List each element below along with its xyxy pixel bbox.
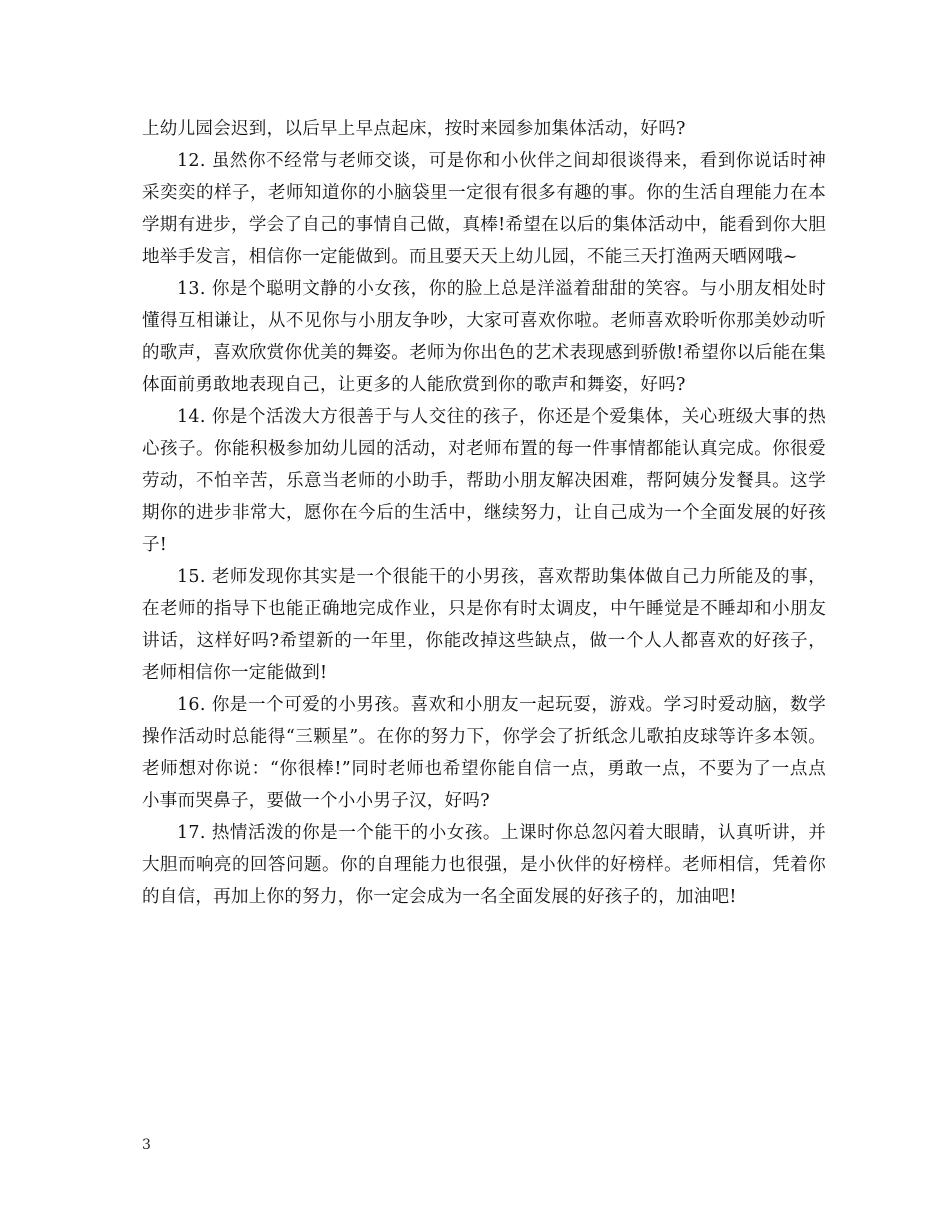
document-body [142,113,826,913]
paragraph-continued: 上幼儿园会迟到，以后早上早点起床，按时来园参加集体活动，好吗? [142,119,686,139]
paragraph-16: 16. 你是一个可爱的小男孩。喜欢和小朋友一起玩耍，游戏。学习时爱动脑，数学操作活动时总能得“三颗星”。在你的努力下，你学会了折纸念儿歌拍皮球等许多本领。老师想对你说：“你很棒!”同时老师也希望你能自信一点，勇敢一点，不要为了一点点小事而哭鼻子，要做一个小小男子汉，好吗? [142,695,826,811]
paragraph-17: 17. 热情活泼的你是一个能干的小女孩。上课时你总忽闪着大眼睛，认真听讲，并大胆而响亮的回答问题。你的自理能力也很强，是小伙伴的好榜样。老师相信，凭着你的自信，再加上你的努力，你一定会成为一名全面发展的好孩子的，加油吧! [142,823,826,907]
paragraph-15: 15. 老师发现你其实是一个很能干的小男孩，喜欢帮助集体做自己力所能及的事，在老师的指导下也能正确地完成作业，只是你有时太调皮，中午睡觉是不睡却和小朋友讲话，这样好吗?希望新的一年里，你能改掉这些缺点，做一个人人都喜欢的好孩子，老师相信你一定能做到! [142,567,826,683]
paragraph-13: 13. 你是个聪明文静的小女孩，你的脸上总是洋溢着甜甜的笑容。与小朋友相处时懂得互相谦让，从不见你与小朋友争吵，大家可喜欢你啦。老师喜欢聆听你那美妙动听的歌声，喜欢欣赏你优美的舞姿。老师为你出色的艺术表现感到骄傲!希望你以后能在集体面前勇敢地表现自己，让更多的人能欣赏到你的歌声和舞姿，好吗? [142,279,826,395]
paragraph-12: 12. 虽然你不经常与老师交谈，可是你和小伙伴之间却很谈得来，看到你说话时神采奕奕的样子，老师知道你的小脑袋里一定很有很多有趣的事。你的生活自理能力在本学期有进步，学会了自己的事情自己做，真棒!希望在以后的集体活动中，能看到你大胆地举手发言，相信你一定能做到。而且要天天上幼儿园，不能三天打渔两天晒网哦~ [142,151,826,267]
paragraph-14: 14. 你是个活泼大方很善于与人交往的孩子，你还是个爱集体，关心班级大事的热心孩子。你能积极参加幼儿园的活动，对老师布置的每一件事情都能认真完成。你很爱劳动，不怕辛苦，乐意当老师的小助手，帮助小朋友解决困难，帮阿姨分发餐具。这学期你的进步非常大，愿你在今后的生活中，继续努力，让自己成为一个全面发展的好孩子! [142,407,826,555]
page-number: 3 [142,1137,151,1153]
